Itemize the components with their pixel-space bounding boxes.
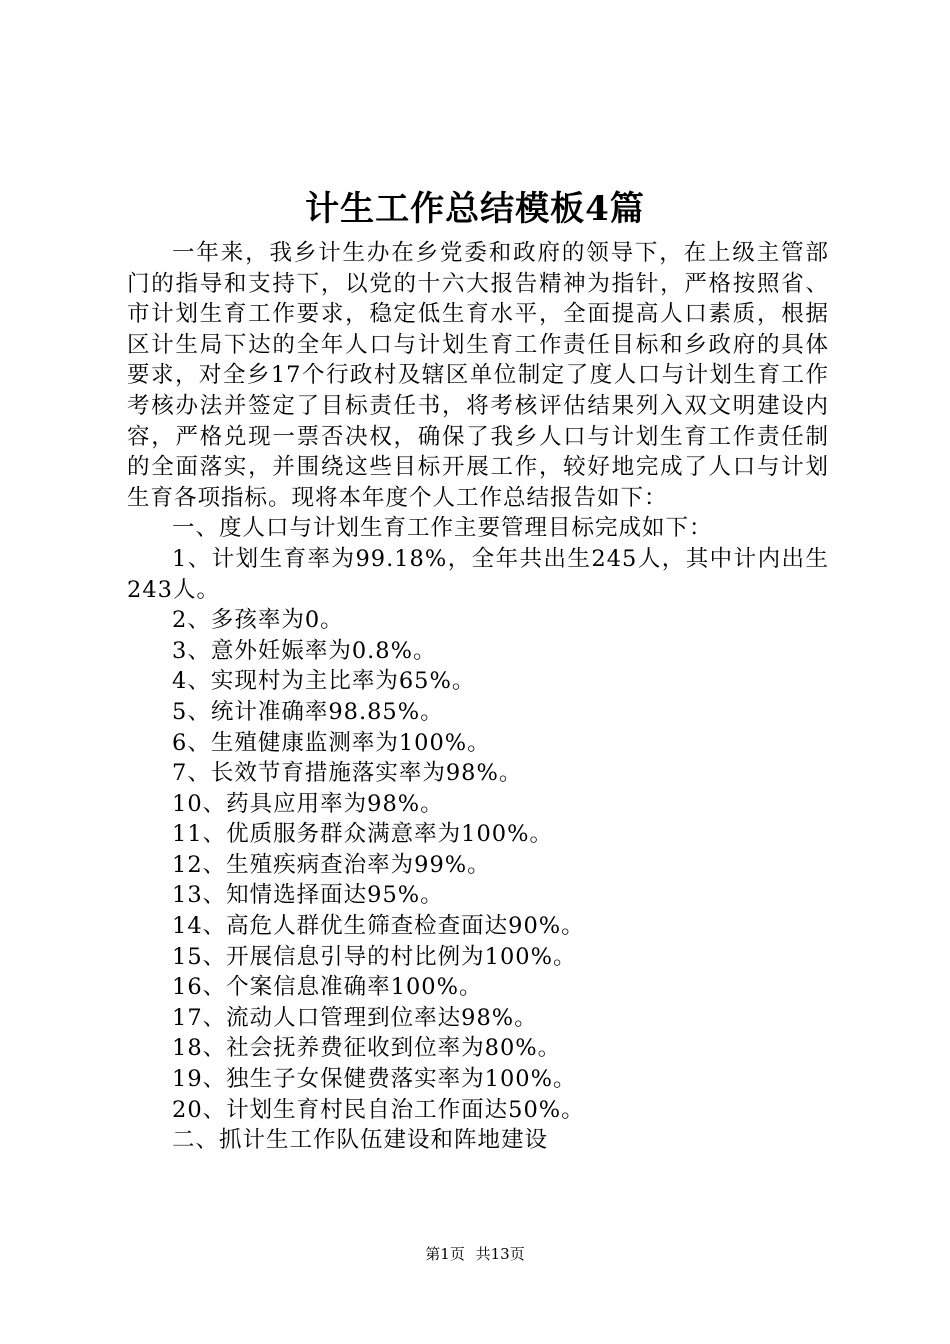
page-total: 共13页 [475, 1245, 525, 1263]
page-number: 第1页 [425, 1245, 465, 1263]
paragraph: 14、高危人群优生筛查检查面达90%。 [172, 913, 585, 940]
page-footer [0, 1244, 950, 1264]
paragraph: 11、优质服务群众满意率为100%。 [172, 821, 553, 848]
paragraph: 一、度人口与计划生育工作主要管理目标完成如下： [172, 515, 713, 542]
paragraph: 20、计划生育村民自治工作面达50%。 [172, 1096, 585, 1123]
paragraph: 10、药具应用率为98%。 [172, 790, 444, 817]
paragraph: 15、开展信息引导的村比例为100%。 [172, 943, 577, 970]
paragraph: 5、统计准确率98.85%。 [172, 698, 444, 725]
paragraph: 16、个案信息准确率100%。 [172, 974, 483, 1001]
paragraph: 18、社会抚养费征收到位率为80%。 [172, 1035, 562, 1062]
paragraph: 一年来，我乡计生办在乡党委和政府的领导下，在上级主管部门的指导和支持下，以党的十六大报告精神为指针，严格按照省、市计划生育工作要求，稳定低生育水平，全面提高人口素质，根据区计生局下达的全年人口与计划生育工作责任目标和乡政府的具体要求，对全乡17个行政村及辖区单位制定了度人口与计划生育工作考核办法并签定了目标责任书，将考核评估结果列入双文明建设内容，严格兑现一票否决权，确保了我乡人口与计划生育工作责任制的全面落实，并围绕这些目标开展工作，较好地完成了人口与计划生育各项指标。现将本年度个人工作总结报告如下： [127, 240, 829, 511]
document-body [127, 238, 829, 1156]
document-title: 计生工作总结模板4篇 [305, 189, 645, 229]
paragraph: 19、独生子女保健费落实率为100%。 [172, 1066, 577, 1093]
paragraph: 13、知情选择面达95%。 [172, 882, 444, 909]
paragraph: 7、长效节育措施落实率为98%。 [172, 760, 523, 787]
paragraph: 2、多孩率为0。 [172, 607, 344, 634]
paragraph: 1、计划生育率为99.18%，全年共出生245人，其中计内出生243人。 [127, 545, 829, 603]
paragraph: 3、意外妊娠率为0.8%。 [172, 637, 437, 664]
paragraph: 4、实现村为主比率为65%。 [172, 668, 476, 695]
paragraph: 6、生殖健康监测率为100%。 [172, 729, 491, 756]
paragraph: 12、生殖疾病查治率为99%。 [172, 851, 491, 878]
paragraph: 二、抓计生工作队伍建设和阵地建设 [172, 1127, 549, 1154]
paragraph: 17、流动人口管理到位率达98%。 [172, 1004, 538, 1031]
